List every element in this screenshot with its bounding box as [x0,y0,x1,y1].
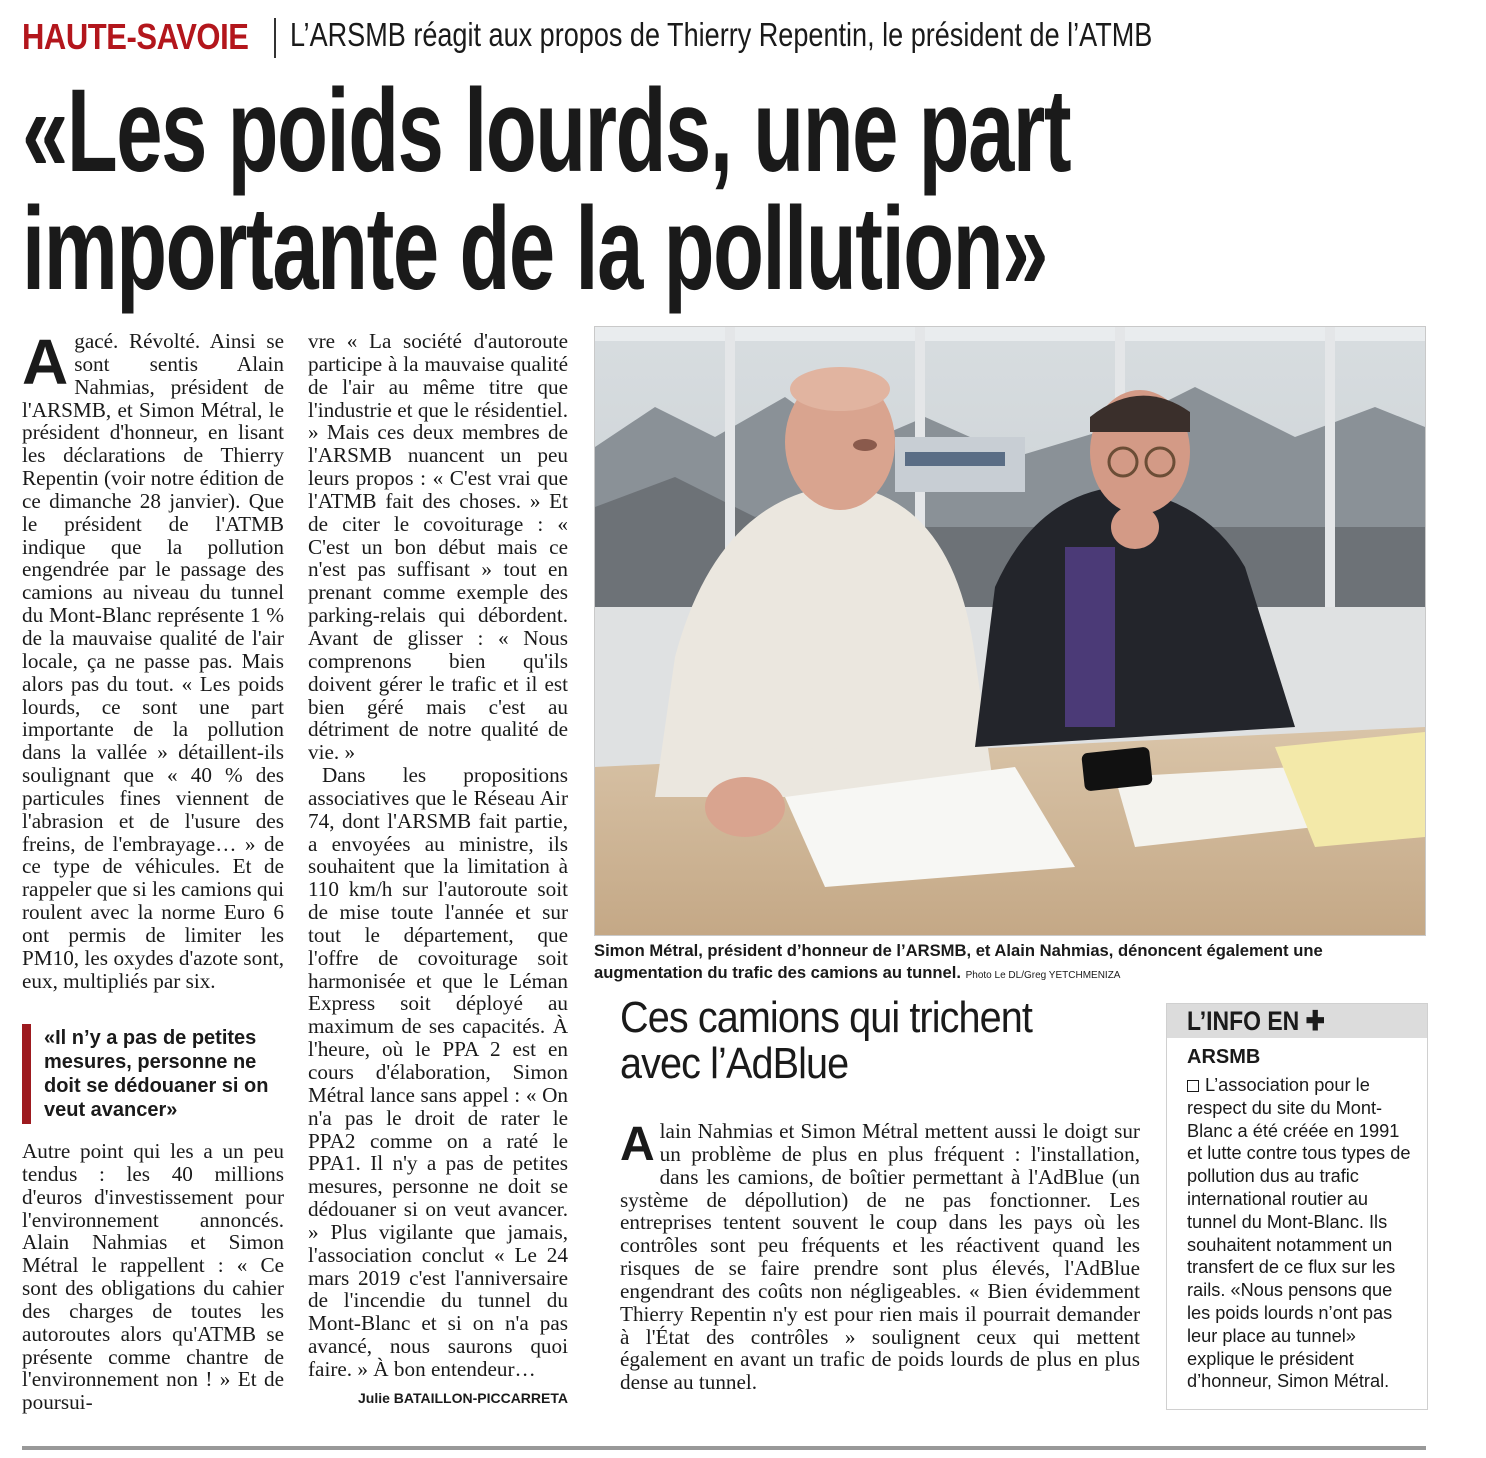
info-box-text: L’association pour le respect du site du Mont-Blanc a été créée en 1991 et lutte contre tous types de pollution dus au trafic international routier au tunnel du Mont-Blanc. Ils souhaitent notamment un transfert de ce flux sur les rails. «Nous pensons que les poids lourds n’ont pas leur place au tunnel» explique le président d’honneur, Simon Métral. [1187,1075,1411,1392]
quote-text: «Il n’y a pas de petites mesures, personne ne doit se dédouaner si on veut avancer» [44,1027,269,1121]
headline [22,65,1462,315]
sidebar-title-line-2: avec l’AdBlue [620,1039,849,1088]
info-box-header [1167,1004,1427,1038]
dropcap: A [22,326,69,398]
article-column-2 [308,330,568,1381]
info-box-text-block [1187,1074,1415,1393]
sidebar-title-line-1: Ces camions qui trichent [620,993,1032,1042]
sidebar-article-text: lain Nahmias et Simon Métral mettent aussi le doigt sur un problème de plus en plus fréquent : l'installation, dans les camions, de boîtier permettant à l'AdBlue (un système de dépollution) de ne pas fonctionner. Les entreprises tentent souvent le coup dans les pays où les contrôles sont peu fréquents et les réactivent quand les risques de se faire prendre sont plus élevés, l'AdBlue engendrant des coûts non négligeables. « Bien évidemment Thierry Repentin n'y est pour rien mais il pourrait demander à l'État des contrôles » soulignent ceux qui mettent également en avant un trafic de poids lourds de plus en plus dense au tunnel. [620,1119,1140,1395]
kicker-text: L’ARSMB réagit aux propos de Thierry Repentin, le président de l’ATMB [290,16,1153,53]
info-box-subheading: ARSMB [1187,1046,1261,1068]
region-kicker [22,14,257,60]
region-label: HAUTE-SAVOIE [22,16,249,57]
photo-caption [594,940,1426,987]
article-paragraph: vre « La société d'autoroute participe à la mauvaise qualité de l'air au même titre que l'industrie et que le résidentiel. » Mais ces deux membres de l'ARSMB nuancent un peu leurs propos : « C'est vrai que l'ATMB fait des choses. » Et de citer le covoiturage : « C'est un bon début mais ce n'est pas suffisant » tout en prenant comme exemple des parking-relais qui débordent. Avant de glisser : « Nous comprenons bien qu'ils doivent gérer le trafic et il est bien géré mais c'est au détriment de notre qualité de vie. » [308,329,568,765]
headline-line-2: importante de la pollution» [22,183,1047,315]
article-column-1 [22,326,284,993]
quote-bar [22,1024,31,1124]
checkbox-bullet-icon [1187,1080,1199,1092]
caption-text: Simon Métral, président d’honneur de l’ARSMB, et Alain Nahmias, dénoncent également une augmentation du trafic des camions au tunnel. [594,941,1323,982]
article-paragraph: gacé. Révolté. Ainsi se sont sentis Alain Nahmias, président de l'ARSMB, et Simon Métral, le président d'honneur, en lisant les déclarations de Thierry Repentin (voir notre édition de ce dimanche 28 janvier). Que le président de l'ATMB indique que la pollution engendrée par le passage des camions au niveau du tunnel du Mont-Blanc représente 1 % de la mauvaise qualité de l'air locale, ça ne passe pas. Mais alors pas du tout. « Les poids lourds, ce sont une part importante de la pollution dans la vallée » détaillent-ils soulignant que « 40 % des particules fines viennent de l'abrasion et de l'usure des freins, de l'embrayage… » de ce type de véhicules. Et de rappeler que si les camions qui roulent avec la norme Euro 6 ont permis de limiter les PM10, les oxydes d'azote sont, eux, multipliés par six. [22,329,284,993]
headline-line-1: «Les poids lourds, une part [22,65,1071,197]
info-box-heading: L’INFO EN ✚ [1187,1006,1325,1036]
article-paragraph: Dans les propositions associatives que le Réseau Air 74, dont l'ARSMB fait partie, a envoyées au ministre, ils souhaitent que la limitation à 110 km/h sur l'autoroute soit de mise toute l'année et sur tout le département, que l'offre de covoiturage soit harmonisée et que le Léman Express soit déployé au maximum de ses capacités. À l'heure, où le PPA 2 est en cours d'élaboration, Simon Métral lance sans appel : « On n'a pas le droit de rater le PPA2 comme on a raté le PPA1. Il n'y a pas de petites mesures, personne ne doit se dédouaner si on veut avancer. » Plus vigilante que jamais, l'association conclut « Le 24 mars 2019 c'est l'anniversaire de l'incendie du tunnel du Mont-Blanc et si on n'a pas avancé, nous saurons quoi faire. » À bon entendeur… [308,763,568,1381]
article-paragraph: Autre point qui les a un peu tendus : les 40 millions d'euros d'investissement pour l'environnement annoncés. Alain Nahmias et Simon Métral le rappellent : « Ce sont des obligations du cahier des charges de toutes les autoroutes alors qu'ATMB se présente comme chantre de l'environnement non ! » Et de poursui- [22,1139,284,1415]
sidebar-article-title [620,995,1140,1087]
kicker-divider [274,18,276,58]
info-box [1166,1003,1428,1410]
photo-credit: Photo Le DL/Greg YETCHMENIZA [965,970,1121,981]
article-photo [594,326,1426,936]
pull-quote [22,1024,284,1124]
sidebar-article-body [620,1120,1140,1394]
article-column-1-continued [22,1140,284,1414]
author-signature: Julie BATAILLON-PICCARRETA [358,1390,568,1406]
photo-illustration [595,327,1425,935]
dropcap: A [620,1118,655,1171]
bottom-divider [22,1446,1426,1450]
